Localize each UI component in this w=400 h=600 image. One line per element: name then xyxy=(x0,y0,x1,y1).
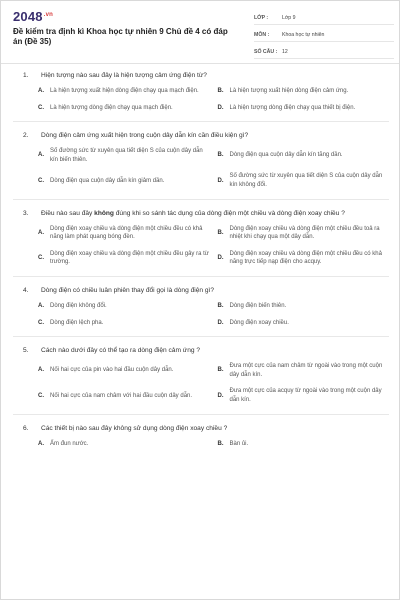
question-4 xyxy=(1,286,400,337)
option-letter: D. xyxy=(217,392,224,399)
option-letter: C. xyxy=(38,104,44,111)
meta-value: Lớp 9 xyxy=(282,14,296,21)
question-header xyxy=(13,424,389,433)
option-text: Nối hai cực của pin vào hai đầu cuộn dây dẫn. xyxy=(50,367,174,374)
meta-question-count xyxy=(254,45,394,59)
question-text-start: Điều nào sau đây xyxy=(41,209,95,217)
option-b[interactable] xyxy=(218,147,390,164)
option-letter: C. xyxy=(38,177,44,184)
divider xyxy=(13,199,389,200)
option-b[interactable] xyxy=(218,225,390,242)
option-text: Là hiện tượng xuất hiện dòng điện cảm ứng. xyxy=(229,88,349,94)
page-header xyxy=(1,1,399,64)
question-header xyxy=(13,71,389,80)
option-text: Là hiện tượng dòng điện chạy qua mạch điện. xyxy=(50,104,173,111)
question-list xyxy=(1,71,400,456)
question-number: 1. xyxy=(23,72,29,79)
option-text: Dòng điện lệch pha. xyxy=(50,319,104,326)
option-letter: C. xyxy=(38,255,44,262)
exam-title: Đề kiểm tra định kì Khoa học tự nhiên 9 Chủ đề 4 có đáp án (Đề 35) xyxy=(13,27,228,46)
option-text: Là hiện tượng dòng điện chạy qua thiết bị điện. xyxy=(229,104,356,111)
question-header xyxy=(13,346,389,355)
question-header xyxy=(13,131,389,140)
question-number: 2. xyxy=(23,132,29,140)
divider xyxy=(13,276,389,277)
question-number: 5. xyxy=(23,347,29,355)
meta-label: MÔN : xyxy=(254,31,270,38)
option-d[interactable] xyxy=(218,387,390,404)
question-number: 6. xyxy=(23,424,29,432)
answer-options xyxy=(13,87,389,112)
question-text: Các thiết bị nào sau đây không sử dụng dòng điện xoay chiều ? xyxy=(41,424,228,432)
answer-options xyxy=(13,440,389,449)
divider xyxy=(13,336,389,337)
option-text: Dòng điện xoay chiều và dòng điện một chiều đều có khả năng làm phát quang bóng đèn. xyxy=(50,225,203,241)
option-text: Dòng điện không đổi. xyxy=(50,302,107,309)
question-text: Cách nào dưới đây có thể tạo ra dòng điện cảm ứng ? xyxy=(41,347,201,355)
option-text: Dòng điện xoay chiều và dòng điện một chiều đều gây ra từ trường. xyxy=(50,250,209,266)
option-c[interactable] xyxy=(38,104,210,113)
question-header xyxy=(13,286,389,295)
option-text: Dòng điện xoay chiều và dòng điện một chiều đều có khả năng trực tiếp nạp điện cho acquy. xyxy=(229,250,382,266)
option-letter: A. xyxy=(38,152,44,159)
option-text: Đưa một cực của acquy từ ngoài vào trong một cuộn dây dẫn kín. xyxy=(229,388,382,403)
option-d[interactable] xyxy=(218,104,390,113)
option-a[interactable] xyxy=(38,147,210,164)
divider xyxy=(13,414,389,415)
meta-label: LỚP : xyxy=(254,14,269,21)
option-c[interactable] xyxy=(38,172,210,189)
question-text: Dòng điện cảm ứng xuất hiện trong cuộn dây dẫn kín cần điều kiện gì? xyxy=(41,132,249,140)
meta-class xyxy=(254,11,394,25)
divider xyxy=(13,121,389,122)
question-6 xyxy=(1,424,400,449)
option-text: Đưa một cực của nam châm từ ngoài vào trong một cuộn dây dẫn kín. xyxy=(229,363,383,378)
meta-value: Khoa học tự nhiên xyxy=(282,31,325,38)
question-3 xyxy=(1,209,400,277)
question-text-end: đúng khi so sánh tác dụng của dòng điện một chiều và dòng điện xoay chiều ? xyxy=(113,209,345,217)
option-letter: A. xyxy=(38,302,44,309)
option-a[interactable] xyxy=(38,362,210,379)
option-d[interactable] xyxy=(218,319,390,328)
option-a[interactable] xyxy=(38,440,210,449)
option-letter: A. xyxy=(38,367,44,374)
option-d[interactable] xyxy=(218,250,390,267)
option-letter: D. xyxy=(217,319,224,326)
answer-options xyxy=(13,147,389,189)
meta-label: SỐ CÂU : xyxy=(254,48,278,55)
option-b[interactable] xyxy=(218,302,390,311)
option-d[interactable] xyxy=(218,172,390,189)
question-emphasis: không xyxy=(94,209,114,217)
option-letter: A. xyxy=(38,229,44,236)
answer-options xyxy=(13,302,389,327)
option-c[interactable] xyxy=(38,250,210,267)
question-text: Dòng điện có chiều luân phiên thay đổi gọi là dòng điện gì? xyxy=(41,286,215,294)
option-letter: D. xyxy=(217,255,224,262)
option-letter: B. xyxy=(217,440,224,447)
option-c[interactable] xyxy=(38,319,210,328)
question-text xyxy=(41,209,389,218)
question-text: Hiện tượng nào sau đây là hiện tượng cảm ứng điện từ? xyxy=(41,72,207,79)
option-text: Dòng điện biến thiên. xyxy=(229,302,287,309)
option-text: Dòng điện qua cuộn dây dẫn kín tăng dần. xyxy=(229,152,343,159)
option-letter: C. xyxy=(38,319,44,326)
option-letter: D. xyxy=(217,177,224,184)
exam-meta xyxy=(254,11,394,62)
meta-value: 12 xyxy=(282,48,288,55)
option-text: Là hiện tượng xuất hiện dòng điện chạy qua mạch điện. xyxy=(50,88,199,94)
answer-options xyxy=(13,225,389,267)
option-letter: C. xyxy=(38,392,44,399)
option-letter: A. xyxy=(38,440,44,447)
option-text: Bàn ủi. xyxy=(229,440,249,447)
option-letter: B. xyxy=(217,88,224,94)
option-b[interactable] xyxy=(218,362,390,379)
option-letter: D. xyxy=(217,104,224,111)
question-1 xyxy=(1,71,400,122)
question-number: 3. xyxy=(23,209,29,217)
site-logo[interactable] xyxy=(13,9,53,24)
option-c[interactable] xyxy=(38,387,210,404)
option-text: Số đường sức từ xuyên qua tiết diện S của cuộn dây dẫn kín biến thiên. xyxy=(50,148,203,163)
option-letter: A. xyxy=(38,88,44,94)
option-text: Nối hai cực của nam châm với hai đầu cuộn dây dẫn. xyxy=(50,392,193,399)
option-text: Số đường sức từ xuyên qua tiết diện S của cuộn dây dẫn kín không đổi. xyxy=(229,173,383,188)
option-letter: B. xyxy=(217,152,224,159)
option-letter: B. xyxy=(217,367,224,374)
option-b[interactable] xyxy=(218,87,390,96)
option-text: Dòng điện qua cuộn dây dẫn kín giảm dần. xyxy=(50,177,165,184)
option-text: Ấm đun nước. xyxy=(50,440,89,447)
logo-suffix: .vn xyxy=(43,11,54,18)
option-text: Dòng điện xoay chiều và dòng điện một chiều đều toả ra nhiệt khi chạy qua một dây dẫn. xyxy=(229,225,380,241)
option-b[interactable] xyxy=(218,440,390,449)
logo-number: 2048 xyxy=(13,9,43,24)
question-header xyxy=(13,209,389,218)
option-letter: B. xyxy=(217,302,224,309)
option-letter: B. xyxy=(217,229,224,236)
answer-options xyxy=(13,362,389,404)
question-2 xyxy=(1,131,400,199)
question-number: 4. xyxy=(23,286,29,294)
option-text: Dòng điện xoay chiều. xyxy=(229,319,289,326)
option-a[interactable] xyxy=(38,302,210,311)
option-a[interactable] xyxy=(38,225,210,242)
meta-subject xyxy=(254,28,394,42)
question-5 xyxy=(1,346,400,414)
option-a[interactable] xyxy=(38,87,210,96)
